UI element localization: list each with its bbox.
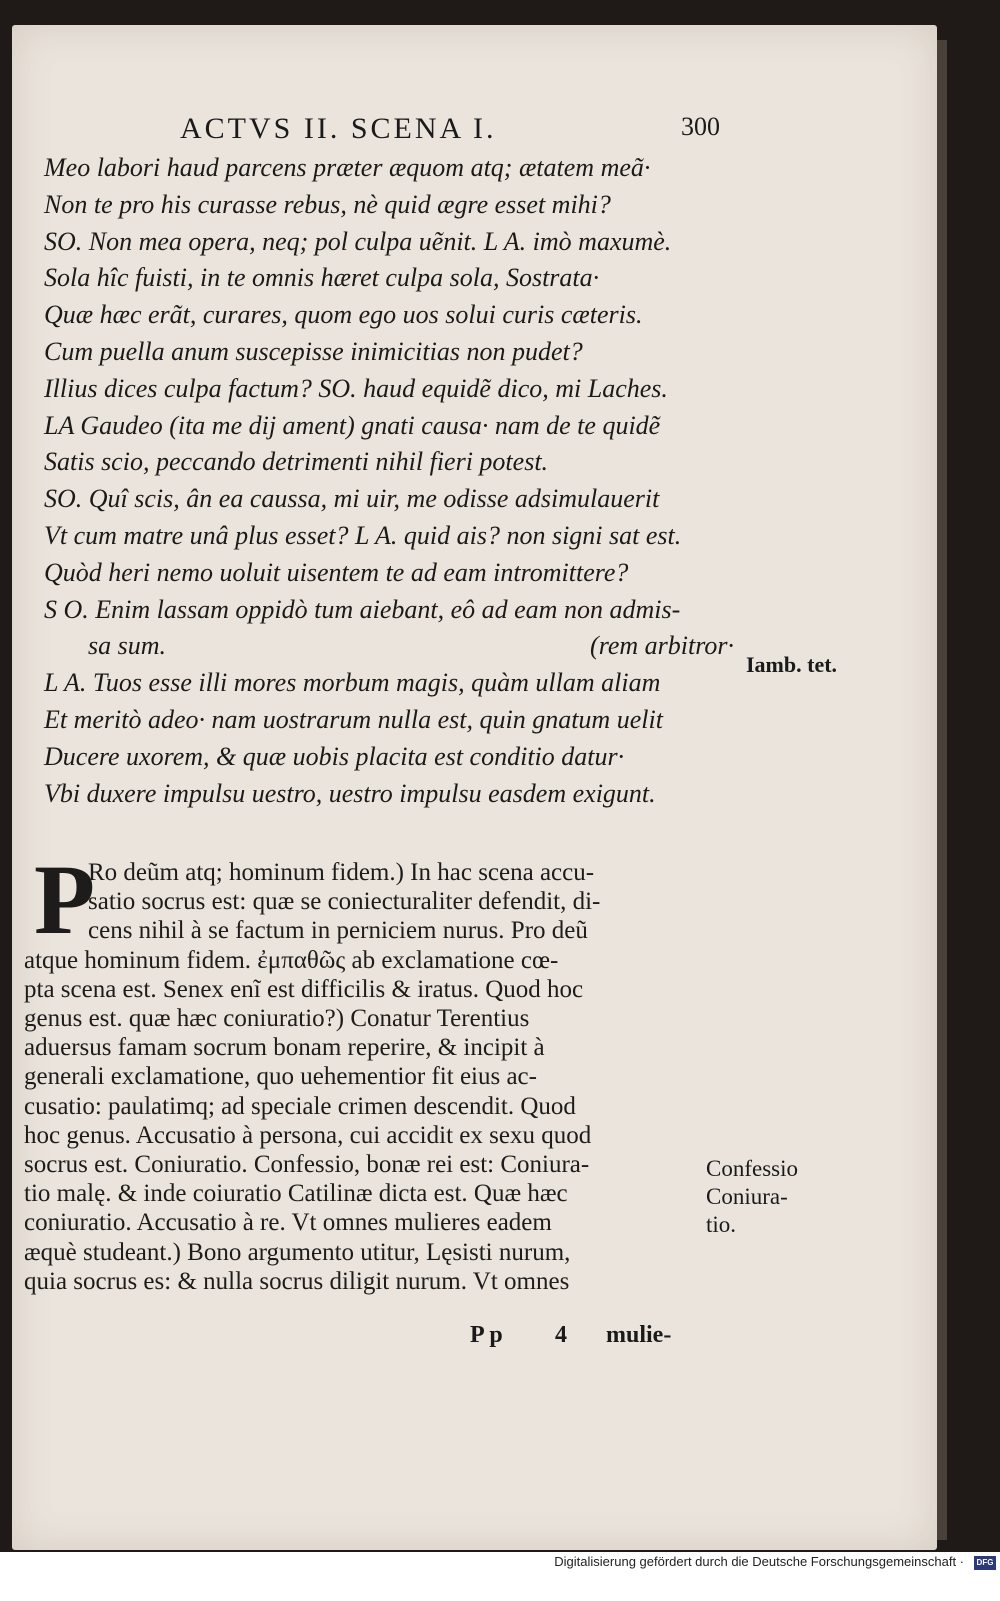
commentary-line: satio socrus est: quæ se coniecturaliter defendit, di- <box>88 888 601 916</box>
verse-line: Non te pro his curasse rebus, nè quid ægre esset mihi? <box>44 189 611 219</box>
page-edge-shadow <box>937 40 947 1540</box>
running-head: ACTVS II. SCENA I. <box>180 112 497 145</box>
verse-line: Vt cum matre unâ plus esset? L A. quid ais? non signi sat est. <box>44 520 682 550</box>
commentary-line: cusatio: paulatimq; ad speciale crimen descendit. Quod <box>24 1092 576 1120</box>
commentary-line: quia socrus es: & nulla socrus diligit nurum. Vt omnes <box>24 1267 570 1295</box>
signature-mark: P p <box>470 1322 503 1348</box>
verse-line: LA Gaudeo (ita me dij ament) gnati causa· nam de te quidẽ <box>44 410 661 440</box>
commentary-line: Ro deũm atq; hominum fidem.) In hac scena accu- <box>88 859 595 886</box>
verse-turnover: (rem arbitror· <box>590 631 734 661</box>
verse-line: Satis scio, peccando detrimenti nihil fieri potest. <box>44 447 549 477</box>
verse-line: SO. Quî scis, ân ea caussa, mi uir, me odisse adsimulauerit <box>44 484 660 514</box>
page-header <box>180 112 720 148</box>
verse-line: Quòd heri nemo uoluit uisentem te ad eam intromittere? <box>44 557 629 587</box>
verse-line: Et meritò adeo· nam uostrarum nulla est, quin gnatum uelit <box>44 704 663 734</box>
verse-text <box>44 150 734 812</box>
verse-line: Cum puella anum suscepisse inimicitias non pudet? <box>44 336 583 366</box>
verse-line: Illius dices culpa factum? SO. haud equidẽ dico, mi Laches. <box>44 373 668 403</box>
margin-note-line: Confessio <box>706 1156 798 1181</box>
commentary-line: tio malę. & inde coiuratio Catilinæ dicta est. Quæ hæc <box>24 1180 568 1208</box>
verse-line: Sola hîc fuisti, in te omnis hæret culpa sola, Sostrata· <box>44 263 600 293</box>
commentary-line: pta scena est. Senex enĩ est difficilis & iratus. Quod hoc <box>24 975 584 1003</box>
commentary-line: genus est. quæ hæc coniuratio?) Conatur Terentius <box>24 1005 530 1033</box>
commentary-block <box>24 844 704 1296</box>
verse-line: Ducere uxorem, & quæ uobis placita est conditio datur· <box>44 741 625 771</box>
margin-note-line: Coniura- <box>706 1184 788 1209</box>
commentary-line: hoc genus. Accusatio à persona, cui accidit ex sexu quod <box>24 1121 592 1149</box>
folio-number: 300 <box>681 112 720 141</box>
margin-note-line: tio. <box>706 1212 737 1237</box>
verse-line: Meo labori haud parcens præter æquom atq; ætatem meã· <box>44 153 651 182</box>
verse-line: Vbi duxere impulsu uestro, uestro impulsu easdem exigunt. <box>44 778 656 808</box>
dfg-logo-icon: DFG <box>974 1556 996 1570</box>
verse-line: SO. Non mea opera, neq; pol culpa uẽnit. L A. imò maxumè. <box>44 226 672 256</box>
verse-line: L A. Tuos esse illi mores morbum magis, quàm ullam aliam <box>44 668 661 698</box>
margin-note-confessio <box>706 1155 798 1239</box>
drop-capital: P <box>34 844 96 955</box>
commentary-line: coniuratio. Accusatio à re. Vt omnes mulieres eadem <box>24 1209 552 1237</box>
commentary-line: socrus est. Coniuratio. Confessio, bonæ rei est: Coniura- <box>24 1151 590 1179</box>
commentary-line: æquè studeant.) Bono argumento utitur, Lęsisti nurum, <box>24 1238 571 1266</box>
digitization-credit: Digitalisierung gefördert durch die Deutsche Forschungsgemeinschaft · <box>554 1554 964 1569</box>
commentary-line: aduersus famam socrum bonam reperire, & incipit à <box>24 1034 545 1062</box>
verse-line: Quæ hæc erãt, curares, quom ego uos solui curis cæteris. <box>44 300 643 330</box>
verse-line-text: sa sum. <box>88 631 167 661</box>
catchword: mulie- <box>606 1322 672 1348</box>
margin-note-meter: Iamb. tet. <box>746 652 838 677</box>
commentary-line: generali exclamatione, quo uehementior fit eius ac- <box>24 1063 537 1091</box>
signature-number: 4 <box>555 1322 567 1348</box>
verse-line-continued <box>44 628 734 665</box>
verse-line: S O. Enim lassam oppidò tum aiebant, eô ad eam non admis- <box>44 594 681 624</box>
commentary-line: atque hominum fidem. ἐμπαθῶς ab exclamatione cœ- <box>24 946 559 974</box>
commentary-line: cens nihil à se factum in perniciem nurus. Pro deũ <box>88 917 588 945</box>
